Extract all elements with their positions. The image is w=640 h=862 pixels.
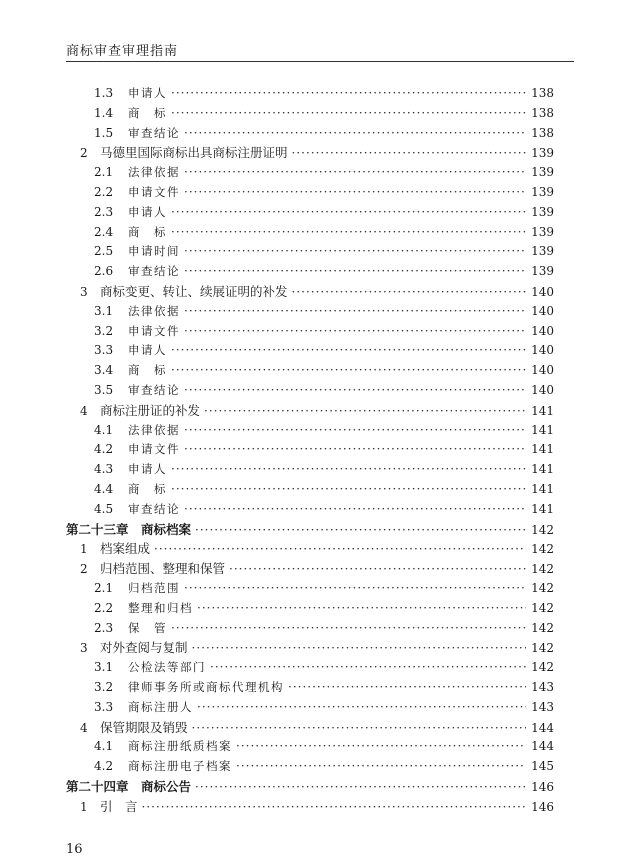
- toc-entry-title: 商标注册证的补发: [100, 402, 201, 418]
- toc-entry-title: 引 言: [100, 798, 138, 814]
- toc-entry-page: 142: [531, 641, 554, 656]
- toc-entry-number: 2.3: [94, 620, 114, 635]
- dot-leader: [184, 242, 526, 262]
- toc-entry-page: 139: [531, 264, 554, 279]
- toc-entry-title: 商 标: [128, 363, 167, 378]
- dot-leader: [197, 698, 526, 718]
- toc-entry-title: 保管期限及销毁: [100, 719, 188, 735]
- toc-entry: [66, 698, 554, 718]
- toc-entry: [66, 143, 554, 163]
- toc-entry-title: 商标注册纸质档案: [128, 739, 232, 754]
- dot-leader: [210, 658, 526, 678]
- toc-entry-title: 法律依据: [128, 422, 180, 437]
- toc-entry-number: 2.6: [94, 264, 114, 279]
- dot-leader: [236, 737, 526, 757]
- toc-entry-page: 146: [531, 779, 554, 794]
- dot-leader: [195, 778, 526, 798]
- dot-leader: [171, 104, 526, 124]
- toc-entry-page: 141: [531, 422, 554, 437]
- toc-entry-number: 1.3: [94, 86, 114, 100]
- toc-entry-page: 138: [531, 105, 554, 120]
- toc-entry-number: 1: [80, 542, 88, 557]
- dot-leader: [184, 579, 526, 599]
- dot-leader: [192, 639, 526, 659]
- toc-entry-title: 审查结论: [128, 264, 180, 279]
- toc-entry-title: 申请人: [128, 462, 167, 477]
- dot-leader: [171, 84, 526, 104]
- toc-entry-title: 对外查阅与复制: [100, 640, 188, 656]
- toc-entry-number: 2.5: [94, 244, 114, 259]
- dot-leader: [142, 798, 526, 818]
- dot-leader: [184, 262, 526, 282]
- toc-entry-title: 商 标: [128, 224, 167, 239]
- toc-entry: [66, 658, 554, 678]
- toc-entry-page: 142: [531, 542, 554, 557]
- toc-entry-title: 归档范围: [128, 580, 180, 595]
- toc-entry-title: 归档范围、整理和保管: [100, 561, 226, 577]
- toc-entry-page: 142: [531, 620, 554, 635]
- toc-entry-page: 139: [531, 184, 554, 199]
- toc-entry-title: 马德里国际商标出具商标注册证明: [100, 145, 288, 161]
- toc-entry-number: 4.1: [94, 422, 114, 437]
- toc-entry-number: 3.3: [94, 699, 114, 714]
- toc-entry: [66, 84, 554, 104]
- toc-entry-page: 141: [531, 403, 554, 418]
- toc-entry: [66, 242, 554, 262]
- toc-entry-title: 保 管: [128, 620, 167, 635]
- toc-entry-title: 商标注册人: [128, 699, 193, 714]
- toc-entry: [66, 163, 554, 183]
- toc-chapter-entry: [66, 520, 554, 540]
- toc-entry-page: 142: [531, 562, 554, 577]
- toc-entry-number: 3.5: [94, 382, 114, 397]
- toc-entry-number: 3.4: [94, 363, 114, 378]
- toc-entry-number: 2.2: [94, 184, 114, 199]
- toc-entry-title: 商标变更、转让、续展证明的补发: [100, 283, 288, 299]
- toc-entry-number: 3.3: [94, 343, 114, 358]
- toc-entry-number: 2: [80, 562, 88, 577]
- toc-entry: [66, 124, 554, 144]
- dot-leader: [171, 619, 526, 639]
- toc-entry: [66, 322, 554, 342]
- toc-entry-number: 2.2: [94, 600, 114, 615]
- header-divider: [66, 61, 574, 62]
- toc-entry-number: 4: [80, 403, 88, 418]
- toc-entry-page: 139: [531, 146, 554, 161]
- toc-entry-number: 4.3: [94, 462, 114, 477]
- toc-entry: [66, 678, 554, 698]
- toc-entry-page: 142: [531, 580, 554, 595]
- dot-leader: [184, 302, 526, 322]
- toc-entry: [66, 737, 554, 757]
- toc-entry: [66, 223, 554, 243]
- toc-entry: [66, 480, 554, 500]
- table-of-contents: [66, 84, 554, 816]
- toc-entry: [66, 500, 554, 520]
- toc-entry-title: 商标注册电子档案: [128, 759, 232, 774]
- dot-leader: [292, 283, 526, 303]
- toc-entry-number: 3: [80, 284, 88, 299]
- toc-entry: [66, 579, 554, 599]
- toc-entry-title: 审查结论: [128, 382, 180, 397]
- toc-entry-title: 申请人: [128, 204, 167, 219]
- toc-entry: [66, 757, 554, 777]
- toc-entry: [66, 401, 554, 421]
- running-header: 商标审查审理指南: [66, 44, 179, 59]
- toc-entry-number: 1: [80, 799, 88, 814]
- toc-entry-page: 145: [531, 759, 554, 774]
- toc-entry-title: 律师事务所或商标代理机构: [128, 679, 284, 694]
- dot-leader: [184, 381, 526, 401]
- dot-leader: [184, 124, 526, 144]
- dot-leader: [288, 678, 526, 698]
- dot-leader: [184, 183, 526, 203]
- toc-entry-page: 142: [531, 600, 554, 615]
- dot-leader: [236, 757, 526, 777]
- toc-entry: [66, 718, 554, 738]
- toc-entry-page: 139: [531, 165, 554, 180]
- toc-entry-title: 整理和归档: [128, 600, 193, 615]
- toc-entry-page: 140: [531, 343, 554, 358]
- toc-entry-number: 2.1: [94, 165, 114, 180]
- toc-entry-page: 142: [531, 660, 554, 675]
- dot-leader: [204, 402, 526, 422]
- dot-leader: [184, 163, 526, 183]
- toc-entry-title: 法律依据: [128, 165, 180, 180]
- toc-entry: [66, 104, 554, 124]
- toc-entry-page: 141: [531, 481, 554, 496]
- toc-entry-title: 申请文件: [128, 323, 180, 338]
- toc-entry: [66, 302, 554, 322]
- toc-entry-title: 申请文件: [128, 184, 180, 199]
- toc-entry-title: 申请时间: [128, 244, 180, 259]
- toc-entry: [66, 619, 554, 639]
- toc-entry-number: 3.1: [94, 660, 114, 675]
- toc-entry-page: 141: [531, 442, 554, 457]
- dot-leader: [184, 500, 526, 520]
- toc-entry-page: 143: [531, 699, 554, 714]
- toc-entry-number: 4.5: [94, 501, 114, 516]
- toc-entry: [66, 282, 554, 302]
- toc-entry-page: 139: [531, 204, 554, 219]
- dot-leader: [171, 203, 526, 223]
- page-number: 16: [66, 842, 83, 857]
- toc-entry: [66, 440, 554, 460]
- toc-entry: [66, 262, 554, 282]
- toc-entry: [66, 797, 554, 817]
- toc-entry-page: 141: [531, 462, 554, 477]
- dot-leader: [171, 361, 526, 381]
- dot-leader: [195, 521, 526, 541]
- dot-leader: [171, 223, 526, 243]
- dot-leader: [171, 341, 526, 361]
- toc-entry-page: 142: [531, 522, 554, 537]
- toc-entry-title: 档案组成: [100, 541, 151, 557]
- toc-entry-page: 140: [531, 284, 554, 299]
- toc-entry-page: 140: [531, 323, 554, 338]
- toc-entry-title: 第二十三章 商标档案: [66, 521, 192, 537]
- toc-entry: [66, 203, 554, 223]
- toc-entry: [66, 460, 554, 480]
- toc-entry: [66, 599, 554, 619]
- dot-leader: [184, 322, 526, 342]
- dot-leader: [292, 144, 526, 164]
- dot-leader: [184, 440, 526, 460]
- toc-entry: [66, 539, 554, 559]
- toc-entry-title: 法律依据: [128, 303, 180, 318]
- toc-entry-page: 144: [531, 720, 554, 735]
- toc-entry-number: 4: [80, 720, 88, 735]
- dot-leader: [171, 460, 526, 480]
- toc-entry-page: 140: [531, 303, 554, 318]
- toc-entry-number: 2.3: [94, 204, 114, 219]
- toc-entry-title: 审查结论: [128, 125, 180, 140]
- toc-entry-number: 2.1: [94, 580, 114, 595]
- toc-entry-number: 1.5: [94, 125, 114, 140]
- dot-leader: [184, 421, 526, 441]
- toc-chapter-entry: [66, 777, 554, 797]
- toc-entry-number: 3.2: [94, 679, 114, 694]
- toc-entry-page: 138: [531, 86, 554, 100]
- toc-entry-number: 3.2: [94, 323, 114, 338]
- dot-leader: [192, 719, 526, 739]
- toc-entry-title: 申请人: [128, 343, 167, 358]
- toc-entry-page: 139: [531, 244, 554, 259]
- toc-entry-page: 140: [531, 363, 554, 378]
- toc-entry-title: 商 标: [128, 105, 167, 120]
- toc-entry-page: 140: [531, 382, 554, 397]
- toc-entry-number: 3.1: [94, 303, 114, 318]
- toc-entry-page: 141: [531, 501, 554, 516]
- toc-entry: [66, 361, 554, 381]
- toc-entry-page: 144: [531, 739, 554, 754]
- dot-leader: [154, 540, 526, 560]
- toc-entry-page: 143: [531, 679, 554, 694]
- toc-entry: [66, 381, 554, 401]
- toc-entry-title: 申请人: [128, 86, 167, 100]
- toc-entry: [66, 183, 554, 203]
- toc-entry-number: 2.4: [94, 224, 114, 239]
- toc-entry-number: 4.1: [94, 739, 114, 754]
- dot-leader: [197, 599, 526, 619]
- toc-entry: [66, 559, 554, 579]
- toc-entry-page: 138: [531, 125, 554, 140]
- toc-entry-number: 4.2: [94, 759, 114, 774]
- toc-entry-title: 公检法等部门: [128, 660, 206, 675]
- toc-entry-title: 审查结论: [128, 501, 180, 516]
- toc-entry-number: 2: [80, 146, 88, 161]
- toc-entry: [66, 341, 554, 361]
- toc-entry-number: 1.4: [94, 105, 114, 120]
- dot-leader: [171, 480, 526, 500]
- toc-entry-title: 申请文件: [128, 442, 180, 457]
- toc-entry: [66, 638, 554, 658]
- toc-entry: [66, 421, 554, 441]
- toc-entry-title: 第二十四章 商标公告: [66, 778, 192, 794]
- toc-entry-number: 4.2: [94, 442, 114, 457]
- toc-entry-title: 商 标: [128, 481, 167, 496]
- toc-entry-page: 146: [531, 799, 554, 814]
- toc-entry-number: 4.4: [94, 481, 114, 496]
- toc-entry-number: 3: [80, 641, 88, 656]
- toc-entry-page: 139: [531, 224, 554, 239]
- dot-leader: [229, 560, 526, 580]
